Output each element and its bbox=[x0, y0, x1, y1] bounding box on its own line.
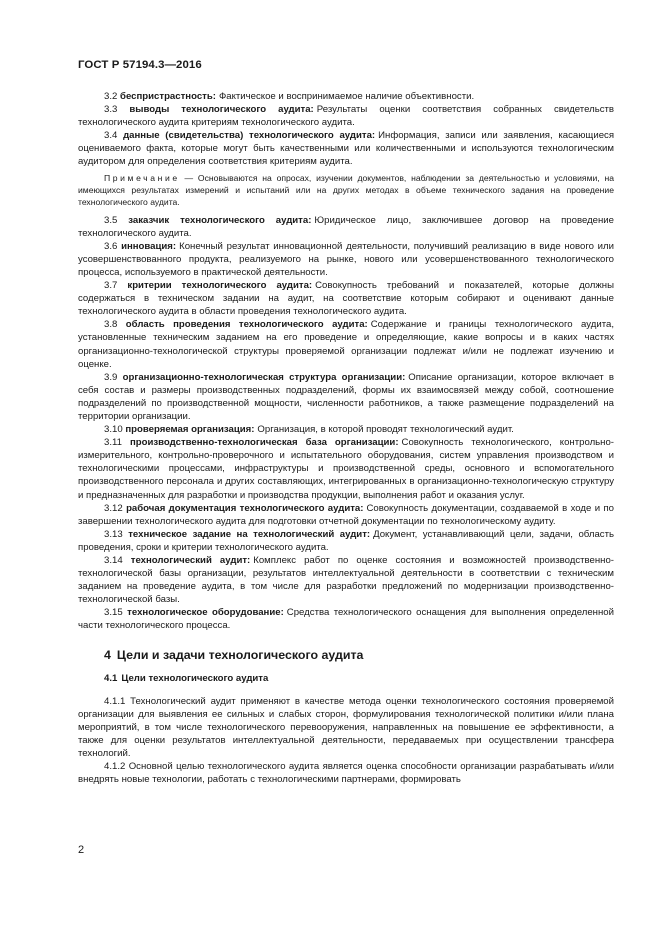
section-heading-4: 4 Цели и задачи технологического аудита bbox=[104, 647, 364, 662]
paragraph-4-1-1: 4.1.1 Технологический аудит применяют в качестве метода оценки технологического состояния проверяемой организации для выявления ее сильных и слабых сторон, формулирования технологической политики и/или плана мероприятий, в том числе технологического перевооружения, направленных на повышение ее эффективности, а также для оценки результатов интеллектуальной деятельности, передаваемых при осуществлении трансфера технологий. bbox=[78, 695, 614, 760]
definition-3-10: 3.10 проверяемая организация: Организация, в которой проводят технологический аудит. bbox=[104, 424, 514, 436]
definition-3-7: 3.7 критерии технологического аудита: Совокупность требований и показателей, которые должны содержаться в техническом задании на аудит, на соответствие которым собирают и оценивают данные технологического аудита в области проведения технологического аудита. bbox=[78, 280, 614, 318]
term: выводы технологического аудита: bbox=[129, 104, 314, 116]
definition-3-9: 3.9 организационно-технологическая структура организации: Описание организации, которое включает в себя состав и размеры производственных подразделений, формы их взаимосвязей между собой, соотношение подразделений по производственной мощности, численности работников, а также размещение подразделений на территории организации. bbox=[78, 371, 614, 422]
definition-3-6: 3.6 инновация: Конечный результат инновационной деятельности, получивший реализацию в виде нового или усовершенствованного продукта, реализуемого на рынке, нового или усовершенствованного технологического процесса, используемого в практической деятельности. bbox=[78, 240, 614, 278]
term: рабочая документация технологического аудита: bbox=[126, 502, 364, 514]
definition-3-15: 3.15 технологическое оборудование: Средства технологического оснащения для выполнения определенной части технологического процесса. bbox=[78, 607, 614, 632]
definition-3-3: 3.3 выводы технологического аудита: Результаты оценки соответствия собранных свидетельств технологического аудита критериям технологического аудита. bbox=[78, 104, 614, 129]
term: производственно-технологическая база организации: bbox=[129, 437, 399, 449]
definition-3-14: 3.14 технологический аудит: Комплекс работ по оценке состояния и возможностей производственно-технологической базы организации, результатов интеллектуальной деятельности в соответствии с техническим заданием на проведение аудита, в том числе для разработки предложений по модернизации производственно-технологической базы. bbox=[78, 555, 615, 606]
term: инновация: bbox=[121, 240, 177, 252]
term: данные (свидетельства) технологического аудита: bbox=[123, 130, 376, 142]
page-number: 2 bbox=[78, 844, 85, 856]
term: техническое задание на технологический аудит: bbox=[128, 528, 371, 540]
definition-3-13: 3.13 техническое задание на технологический аудит: Документ, устанавливающий цели, задачи, область проведения, сроки и критерии технологического аудита. bbox=[78, 528, 614, 553]
note-title: Примечание bbox=[104, 172, 180, 183]
term: беспристрастность: bbox=[120, 91, 216, 102]
term: область проведения технологического аудита: bbox=[125, 319, 368, 331]
term: технологическое оборудование: bbox=[127, 607, 284, 619]
definition-3-11: 3.11 производственно-технологическая база организации: Совокупность технологического, контрольно-измерительного, контрольно-проверочного и испытательного оборудования, систем управления производством и технологическими процессами, инфраструктуры и производственной среды, основного и вспомогательного производственного персонала и других составляющих, интегрированных в организационно-технологическую структуру и предназначенных для разработки и производства продукции, выполнения работ и оказания услуг. bbox=[78, 437, 614, 501]
page-content bbox=[78, 90, 614, 786]
definition-3-2: 3.2 беспристрастность: Фактическое и воспринимаемое наличие объективности. bbox=[104, 91, 475, 102]
subsection-heading-4-1: 4.1 Цели технологического аудита bbox=[104, 672, 269, 684]
term: технологический аудит: bbox=[130, 555, 251, 566]
document-header: ГОСТ Р 57194.3—2016 bbox=[78, 59, 202, 71]
term: организационно-технологическая структура организации: bbox=[122, 371, 406, 383]
note bbox=[78, 172, 614, 208]
paragraph-4-1-2: 4.1.2 Основной целью технологического аудита является оценка способности организации разрабатывать и/или внедрять новые технологии, работать с технологическими партнерами, формировать bbox=[78, 761, 614, 786]
note-text: — Основываются на опросах, изучении документов, наблюдении за деятельностью и условиями, на имеющихся результатах измерений и испытаний или на других методах в объеме технического задания на проведение технологического аудита. bbox=[78, 172, 614, 207]
term: критерии технологического аудита: bbox=[127, 280, 313, 292]
term: проверяемая организация: bbox=[125, 424, 255, 436]
definition-3-4: 3.4 данные (свидетельства) технологического аудита: Информация, записи или заявления, касающиеся оцениваемого факта, которые могут быть качественными или количественными и используются технологическим аудитором для определения соответствия критериям аудита. bbox=[78, 130, 615, 168]
definition-3-5: 3.5 заказчик технологического аудита: Юридическое лицо, заключившее договор на проведение технологического аудита. bbox=[78, 214, 614, 239]
definition-3-12: 3.12 рабочая документация технологического аудита: Совокупность документации, создаваемой в ходе и по завершении технологического аудита для подготовки отчетной документации по технологическому аудиту. bbox=[78, 502, 614, 527]
definition-3-8: 3.8 область проведения технологического аудита: Содержание и границы технологического аудита, установленные техническим заданием на его проведение и определяющие, какие вопросы и в каких частях организационно-технологической структуры проверяемой организации подлежат и/или не подлежат изучению и оценке. bbox=[78, 319, 615, 370]
term: заказчик технологического аудита: bbox=[128, 214, 312, 226]
